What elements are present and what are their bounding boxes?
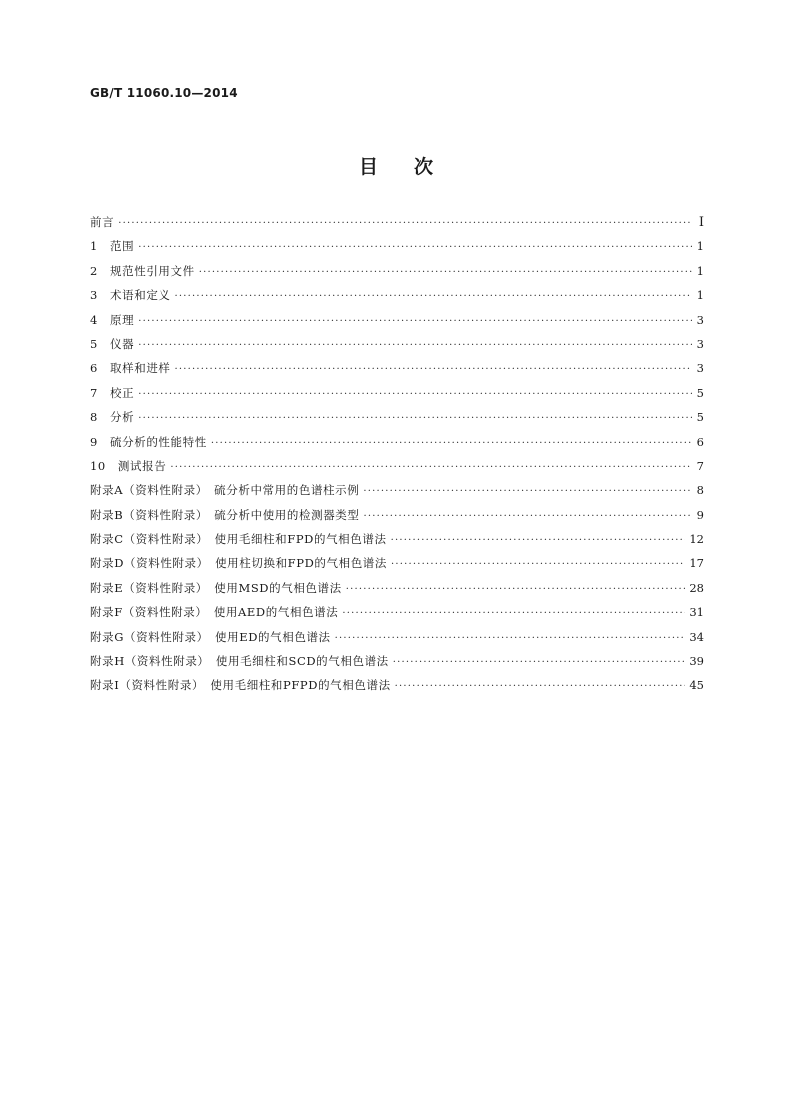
toc-entry-annex-e[interactable] <box>90 580 704 604</box>
toc-leader-dots <box>391 559 685 570</box>
toc-leader-dots <box>364 511 693 522</box>
toc-entry-label: 附录B（资料性附录） 硫分析中使用的检测器类型 <box>90 507 360 522</box>
toc-entry-page: 1 <box>696 263 704 278</box>
toc-entry-page: 7 <box>696 458 704 473</box>
toc-entry-label: 2 规范性引用文件 <box>90 263 195 278</box>
toc-entry-page: 3 <box>696 361 704 376</box>
toc-leader-dots <box>175 291 692 302</box>
toc-entry-label: 附录A（资料性附录） 硫分析中常用的色谱柱示例 <box>90 483 360 498</box>
standard-code: GB/T 11060.10—2014 <box>90 86 238 100</box>
toc-entry-annex-a[interactable] <box>90 482 704 506</box>
toc-entry-page: 6 <box>696 434 704 449</box>
toc-entry-annex-h[interactable] <box>90 653 704 677</box>
toc-entry-label: 附录E（资料性附录） 使用MSD的气相色谱法 <box>90 580 342 595</box>
toc-entry-label: 附录G（资料性附录） 使用ED的气相色谱法 <box>90 629 331 644</box>
toc-entry-label: 1 范围 <box>90 239 135 254</box>
toc-entry-analysis[interactable] <box>90 409 704 433</box>
toc-leader-dots <box>391 535 686 546</box>
toc-entry-page: 5 <box>696 410 704 425</box>
toc-entry-page: 3 <box>696 312 704 327</box>
toc-entry-annex-d[interactable] <box>90 555 704 579</box>
toc-entry-apparatus[interactable] <box>90 336 704 360</box>
toc-entry-label: 8 分析 <box>90 410 135 425</box>
toc-entry-label: 7 校正 <box>90 385 135 400</box>
toc-entry-label: 10 测试报告 <box>90 458 167 473</box>
toc-leader-dots <box>138 340 692 351</box>
toc-entry-label: 5 仪器 <box>90 336 135 351</box>
toc-entry-page: I <box>698 215 704 230</box>
toc-entry-label: 前言 <box>90 215 115 229</box>
toc-entry-test-report[interactable] <box>90 458 704 482</box>
toc-entry-page: 31 <box>689 605 704 620</box>
toc-leader-dots <box>346 584 686 595</box>
toc-entry-calibration[interactable] <box>90 385 704 409</box>
toc-leader-dots <box>211 438 692 449</box>
toc-entry-label: 6 取样和进样 <box>90 361 171 376</box>
toc-entry-sampling[interactable] <box>90 360 704 384</box>
toc-entry-terms[interactable] <box>90 287 704 311</box>
toc-entry-page: 45 <box>689 678 704 693</box>
toc-entry-page: 34 <box>689 629 704 644</box>
toc-entry-principle[interactable] <box>90 312 704 336</box>
toc-leader-dots <box>175 364 692 375</box>
toc-entry-page: 17 <box>689 556 704 571</box>
toc-entry-page: 8 <box>696 483 704 498</box>
toc-leader-dots <box>138 389 692 400</box>
toc-leader-dots <box>138 242 692 253</box>
toc-entry-label: 附录H（资料性附录） 使用毛细柱和SCD的气相色谱法 <box>90 654 389 669</box>
toc-entry-label: 4 原理 <box>90 312 135 327</box>
toc-entry-annex-g[interactable] <box>90 629 704 653</box>
toc-entry-label: 附录I（资料性附录） 使用毛细柱和PFPD的气相色谱法 <box>90 678 391 693</box>
toc-leader-dots <box>393 657 686 668</box>
toc-entry-page: 1 <box>696 288 704 303</box>
toc-entry-annex-f[interactable] <box>90 604 704 628</box>
toc-entry-page: 5 <box>696 385 704 400</box>
toc-entry-page: 1 <box>696 239 704 254</box>
toc-entry-annex-i[interactable] <box>90 677 704 701</box>
toc-entry-annex-c[interactable] <box>90 531 704 555</box>
toc-entry-page: 3 <box>696 336 704 351</box>
toc-entry-page: 12 <box>689 532 704 547</box>
toc-entry-page: 39 <box>689 654 704 669</box>
toc-leader-dots <box>138 413 692 424</box>
toc-leader-dots <box>363 486 692 497</box>
table-of-contents <box>90 214 704 702</box>
toc-leader-dots <box>342 608 685 619</box>
toc-leader-dots <box>138 316 692 327</box>
toc-leader-dots <box>335 633 686 644</box>
toc-entry-foreword[interactable] <box>90 214 704 238</box>
toc-leader-dots <box>118 218 692 229</box>
toc-leader-dots <box>199 267 692 278</box>
toc-entry-label: 附录F（资料性附录） 使用AED的气相色谱法 <box>90 605 339 620</box>
toc-leader-dots <box>395 681 686 692</box>
toc-entry-label: 9 硫分析的性能特性 <box>90 434 207 449</box>
toc-entry-page: 9 <box>696 507 704 522</box>
toc-leader-dots <box>170 462 692 473</box>
toc-entry-label: 3 术语和定义 <box>90 288 171 303</box>
toc-entry-performance[interactable] <box>90 434 704 458</box>
toc-entry-page: 28 <box>689 580 704 595</box>
toc-entry-label: 附录D（资料性附录） 使用柱切换和FPD的气相色谱法 <box>90 556 388 571</box>
toc-entry-scope[interactable] <box>90 238 704 262</box>
toc-title: 目次 <box>358 156 469 178</box>
toc-entry-normative-references[interactable] <box>90 263 704 287</box>
toc-entry-annex-b[interactable] <box>90 507 704 531</box>
toc-entry-label: 附录C（资料性附录） 使用毛细柱和FPD的气相色谱法 <box>90 532 387 547</box>
